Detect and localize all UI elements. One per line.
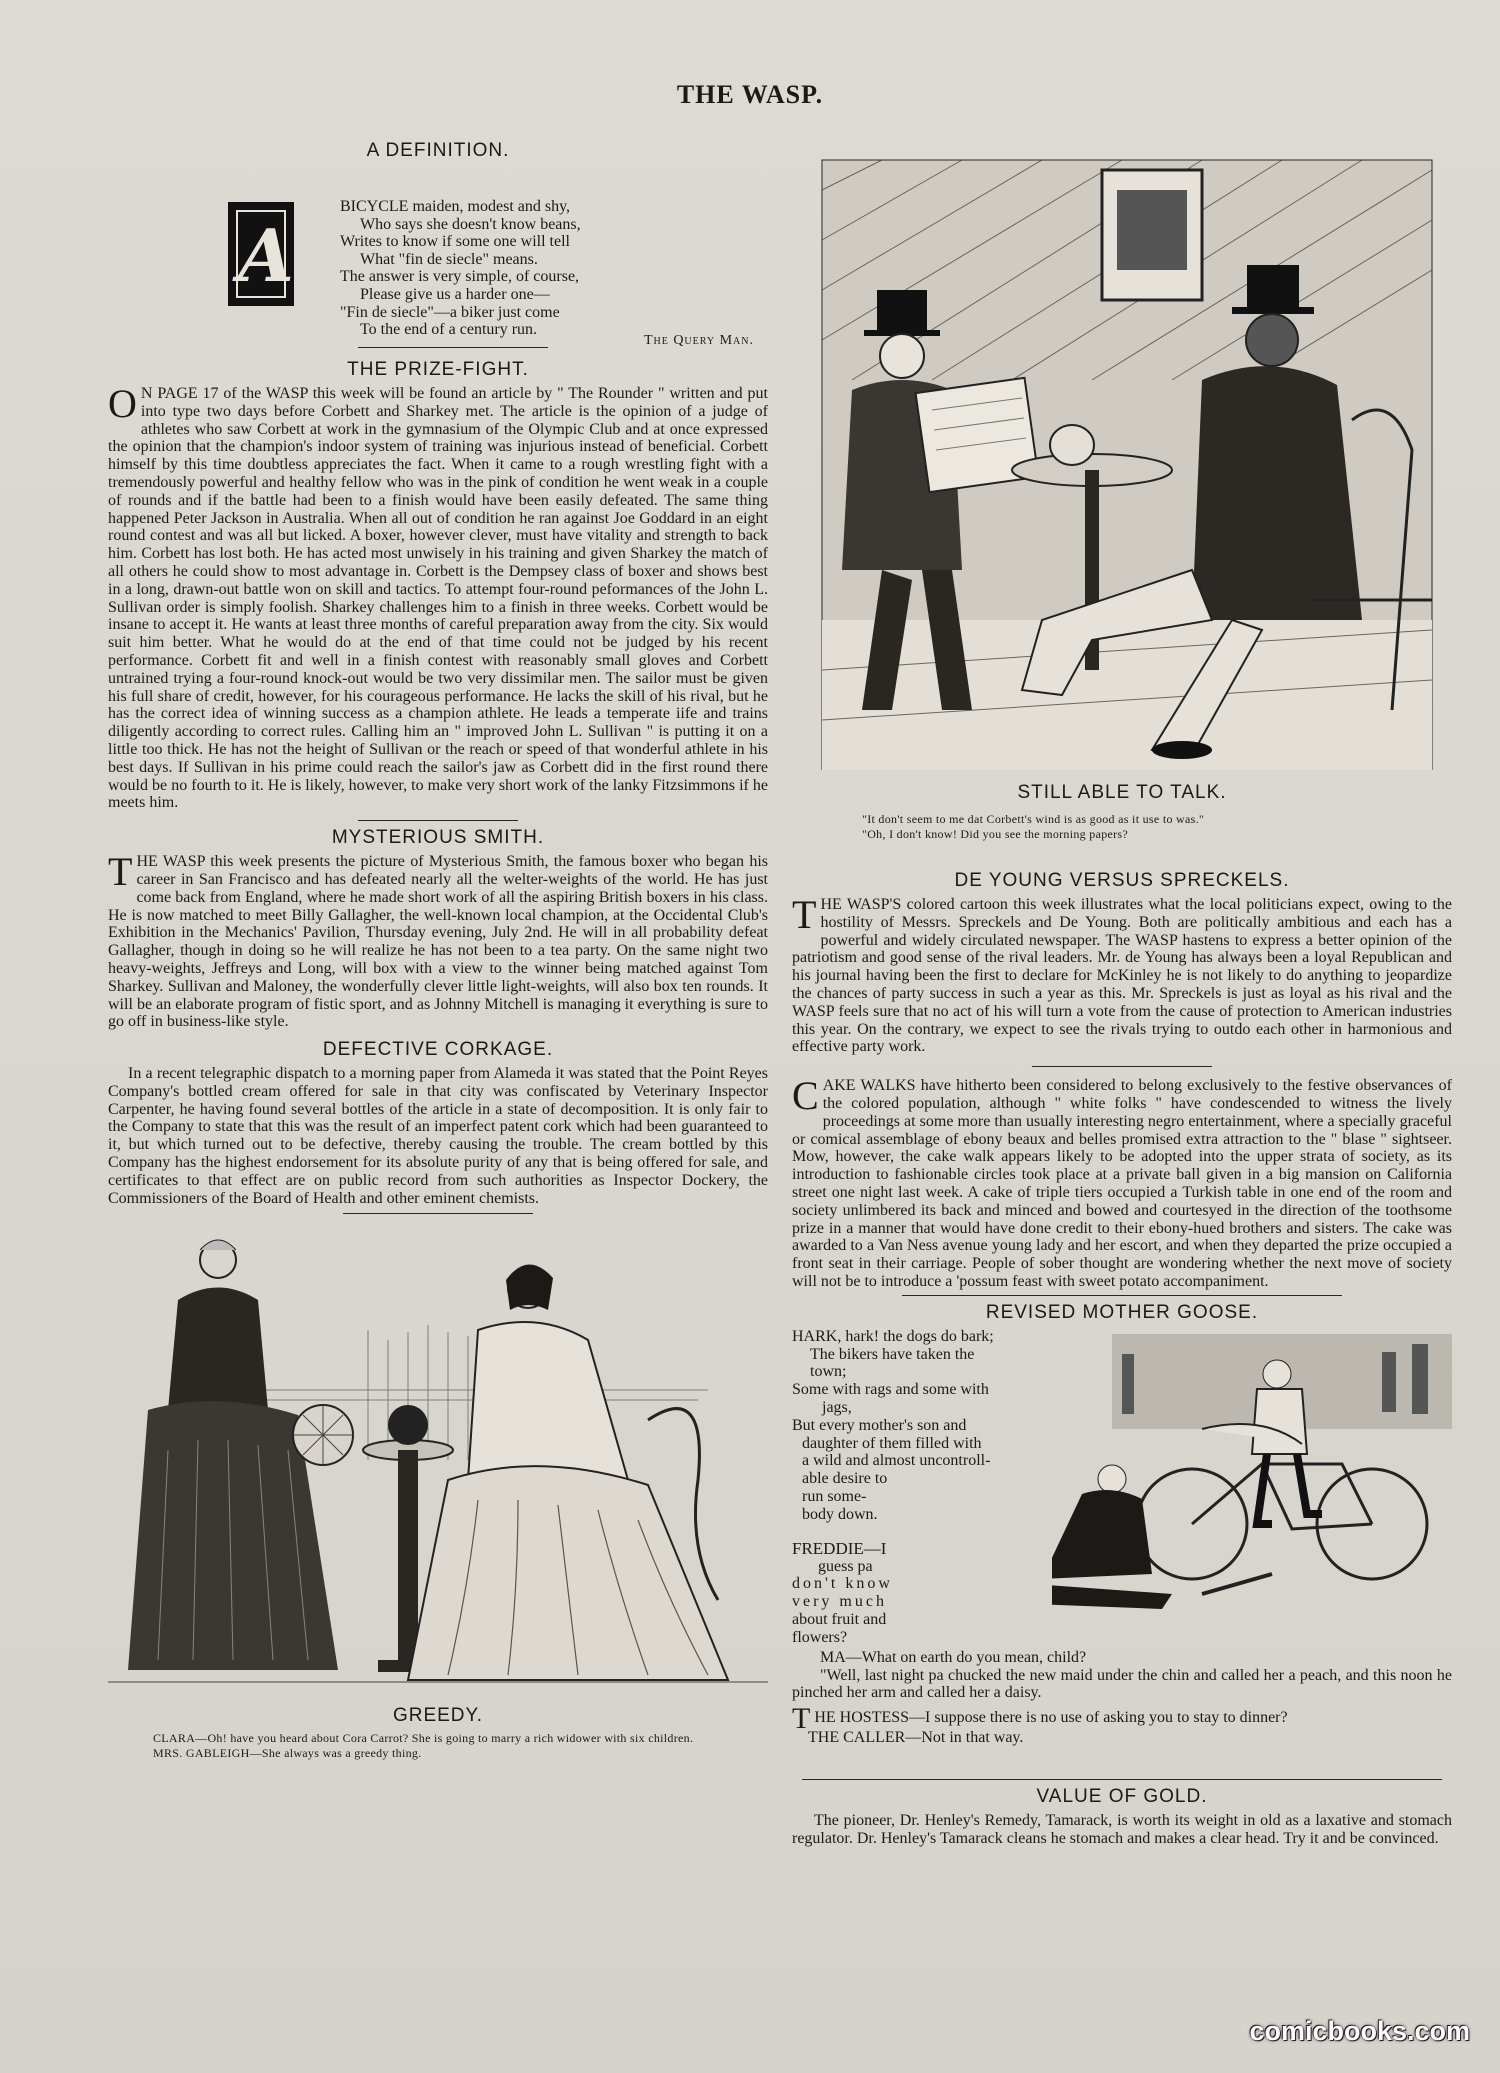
gold-heading: VALUE OF GOLD.	[1036, 1785, 1208, 1807]
definition-heading: A DEFINITION.	[366, 140, 510, 161]
still-able-title: STILL ABLE TO TALK.	[1017, 782, 1227, 803]
greedy-title: GREEDY.	[392, 1705, 484, 1727]
poem-line: BICYCLE maiden, modest and shy,	[340, 198, 571, 215]
hostess-line: HE HOSTESS—I suppose there is no use of asking you to stay to dinner?	[814, 1708, 1288, 1726]
ornamental-initial: A	[228, 202, 294, 306]
poem-line: To the end of a century run.	[360, 321, 538, 339]
greedy-caption-2: MRS. GABLEIGH—She always was a greedy thing.	[153, 1746, 422, 1761]
verse-line: run some-	[802, 1487, 867, 1505]
corkage-heading: DEFECTIVE CORKAGE.	[322, 1039, 554, 1061]
mother-goose-section	[792, 1328, 1452, 1783]
caller-line: THE CALLER—Not in that way.	[808, 1728, 1024, 1746]
poem-line: Who says she doesn't know beans,	[360, 215, 581, 233]
ma-line: MA—What on earth do you mean, child?	[820, 1648, 1087, 1666]
verse-line: town;	[810, 1363, 847, 1381]
poem-line: The answer is very simple, of course,	[340, 268, 580, 286]
mysterious-smith-article	[108, 849, 768, 1031]
verse-line: don't know	[792, 1575, 893, 1593]
prize-fight-heading: THE PRIZE-FIGHT.	[347, 359, 529, 380]
masthead: THE WASP.	[676, 80, 824, 109]
divider	[1032, 1066, 1212, 1067]
divider	[358, 820, 518, 821]
deyoung-heading: DE YOUNG VERSUS SPRECKELS.	[954, 870, 1290, 891]
signature-row	[108, 333, 768, 355]
still-able-caption-2: "Oh, I don't know! Did you see the morning papers?	[862, 827, 1129, 841]
dropcap: T	[792, 1701, 811, 1735]
article-body: AKE WALKS have hitherto been considered to belong exclusively to the festive observances of the colored population, although " white folks " have condescended to witness the lively proceedings at some more than usually interesting negro entertainment, where a specially graceful or comical assemblage of ebony beaux and belles promised extra attraction to the " blase " sightseer. Mow, however, the cake walk appears likely to be adopted into the upper strata of society, as its introduction to fashionable circles took place at a private ball given in a big mansion on California street one night last week. A cake of triple tiers occupied a Turkish table in one end of the room and society unlimbered its back and minced and bowed and courtesyed in the direction of the toothsome prize in a manner that would have done credit to their ebony-hued brothers and sisters. The cake was awarded to a Van Ness avenue young lady and her escort, and when they departed the prize occupied a front seat in their carriage. People of sober thought are wondering whether the next move of society will not be to introduce a 'possum feast with sweet potato accompaniment.	[792, 1077, 1452, 1290]
deyoung-article	[792, 892, 1452, 1056]
cake-walks-article	[792, 1073, 1452, 1291]
two-women-tea-drawing	[108, 1220, 768, 1700]
verse-line: about fruit and	[792, 1610, 887, 1628]
goose-dialogue	[792, 1649, 1452, 1702]
verse-line: able desire to	[802, 1470, 888, 1488]
divider	[902, 1295, 1342, 1296]
two-men-cafe-drawing	[792, 150, 1452, 770]
article-body: HE WASP'S colored cartoon this week illustrates what the local politicians expect, owing to the hostility of Messrs. Spreckels and De Young. Both are politically ambitious and each has a powerful and widely circulated newspaper. The WASP hastens to express a better opinion of the patriotism and good sense of the rival leaders. Mr. de Young has always been a loyal Republican and his journal having been the first to declare for McKinley he is not likely to do anything to jeopardize the chances of party success in such a year as this. Mr. Spreckels is just as loyal as his rival and the WASP feels sure that no act of his will turn a vote from the cause of protection to American industries this year. On the contrary, we expect to see the rivals trying to outdo each other in harmonious and effective party work.	[792, 896, 1452, 1056]
poem-line: Writes to know if some one will tell	[340, 233, 570, 251]
hostess-section	[792, 1701, 1452, 1747]
still-able-caption	[792, 782, 1452, 842]
gold-article: The pioneer, Dr. Henley's Remedy, Tamarack, is worth its weight in old as a laxative and stomach regulator. Dr. Henley's Tamarack cleans he stomach and makes a clear head. Try it and be convinced.	[792, 1811, 1452, 1847]
freddie-lines	[792, 1540, 1062, 1647]
verse-line: Some with rags and some with	[792, 1381, 989, 1399]
dropcap: T	[792, 892, 817, 937]
verse-line: guess pa	[818, 1557, 873, 1575]
prize-fight-article	[108, 381, 768, 812]
verse-line: daughter of them filled with	[802, 1434, 982, 1452]
greedy-caption-1: CLARA—Oh! have you heard about Cora Carrot? She is going to marry a rich widower with six children.	[153, 1731, 694, 1746]
verse-line: The bikers have taken the	[810, 1345, 975, 1363]
poem-line: What "fin de siecle" means.	[360, 250, 538, 268]
dropcap: C	[792, 1073, 819, 1119]
poem-lines	[340, 198, 760, 339]
article-body: HE WASP this week presents the picture of Mysterious Smith, the famous boxer who began his career in San Francisco and has defeated nearly all the welter-weights of the world. He has just come back from England, where he made short work of all the aspiring British boxers in his class. He is now matched to meet Billy Gallagher, the well-known local champion, at the Occidental Club's Exhibition in the Mechanics' Pavilion, Thursday evening, July 2nd. He will in all probability defeat Gallagher, though in doing so he will realize he has not been to a tea party. On the same night two heavy-weights, Jeffreys and Long, will box with a view to the winner being matched against Tom Sharkey. Sullivan and Maloney, the wonderfully clever little light-weights, will also box ten rounds. It will be an elaborate program of fistic sport, and as Johnny Mitchell is managing it everything is sure to go off in business-like style.	[108, 853, 768, 1031]
right-articles	[792, 866, 1452, 1847]
poem-signature: The Query Man.	[643, 333, 754, 348]
verse-line: a wild and almost uncontroll-	[802, 1452, 991, 1470]
right-column	[792, 150, 1452, 1847]
verse-line: body down.	[802, 1505, 878, 1523]
watermark: comicbooks.com	[1249, 2016, 1470, 2046]
still-able-illustration	[792, 150, 1452, 841]
article-body: N PAGE 17 of the WASP this week will be found an article by " The Rounder " written and put into type two days before Corbett and Sharkey met. The article is the opinion of a judge of athletes who saw Corbett at work in the gymnasium of the Olympic Club and at once expressed the opinion that the champion's indoor system of training was injurious instead of beneficial. Corbett himself by this time doubtless appreciates the fact. When it came to a rough wrestling fight with a tremendously powerful and healthy fellow who was in the pink of condition he went weak in a couple of rounds and if the battle had been to a finish would have been easily defeated. The same thing happened Peter Jackson in Australia. When all out of condition he ran against Joe Goddard in an eight round contest and was all but licked. A boxer, however clever, must have vitality and strength to back him. Corbett has lost both. He has acted most unwisely in his training and given Sharkey the match of all others he could show to most advantage in. Corbett is the Dempsey class of boxer and shows best in a long, drawn-out battle won on skill and tactics. To attempt four-round peformances of the John L. Sullivan order is simply foolish. Sharkey challenges him to a finish in three weeks. Corbett would be insane to accept it. He wants at least three months of careful preparation away from the city. Six would suit him better. What he would do at the end of that time could not be judged by his recent performance. Corbett fit and well in a finish contest with reasonably small gloves and Corbett untrained trying a four-round knock-out would be two very dissimilar men. The sailor must be given his full share of credit, however, for his courageous performance. He lacks the skill of his rival, but he has the correct idea of winning success as a champion athlete. He leads a temperate iife and trains diligently according to correct rules. Calling him an " improved John L. Sullivan " is putting it on a little too thick. He has not the height of Sullivan or the reach or speed of that wonderful athlete in his best days. If Sullivan in his prime could reach the sailor's jaw as Corbett did in the first round there would be no fourth to it. He is likely, however, to make very short work of the lanky Fitzsimmons if he meets him.	[108, 385, 768, 812]
goose-heading: REVISED MOTHER GOOSE.	[985, 1301, 1259, 1323]
dropcap: T	[108, 849, 133, 895]
verse-line: very much	[792, 1593, 887, 1611]
greedy-illustration	[108, 1220, 768, 1761]
verse-line: But every mother's son and	[792, 1416, 967, 1434]
mysterious-smith-heading: MYSTERIOUS SMITH.	[331, 827, 545, 849]
still-able-caption-1: "It don't seem to me dat Corbett's wind is as good as it use to was."	[862, 812, 1205, 826]
verse-line: HARK, hark! the dogs do bark;	[792, 1327, 994, 1345]
verse-line: flowers?	[792, 1628, 848, 1646]
divider	[358, 347, 548, 348]
left-column	[108, 136, 768, 1761]
poem-line: Please give us a harder one—	[360, 285, 550, 303]
definition-poem	[108, 166, 768, 341]
divider	[343, 1213, 533, 1214]
corkage-article: In a recent telegraphic dispatch to a morning paper from Alameda it was stated that the Point Reyes Company's bottled cream offered for sale in that city was confiscated by Veterinary Inspector Carpenter, he having found several bottles of the article in a state of decomposition. It is only fair to the Company to state that this was the result of an imperfect patent cork which had been guaranteed to it, but which turned out to be defective, thereby causing the trouble. The cream bottled by this Company has the highest endorsement for its absolute purity of any that is being offered for sale, and certificates to that effect are on public record from such authorities as Inspector Dockery, the Commissioners of the Board of Health and other eminent chemists.	[108, 1065, 768, 1207]
poem-line: "Fin de siecle"—a biker just come	[340, 303, 560, 321]
dropcap: O	[108, 381, 137, 426]
reply-line: "Well, last night pa chucked the new maid under the chin and called her a peach, and this noon he pinched her arm and called her a daisy.	[792, 1666, 1452, 1702]
verse-line: jags,	[822, 1398, 852, 1416]
verse-line: FREDDIE—I	[792, 1538, 887, 1558]
bicycle-illustration	[1052, 1334, 1452, 1639]
goose-verse	[792, 1328, 1074, 1524]
